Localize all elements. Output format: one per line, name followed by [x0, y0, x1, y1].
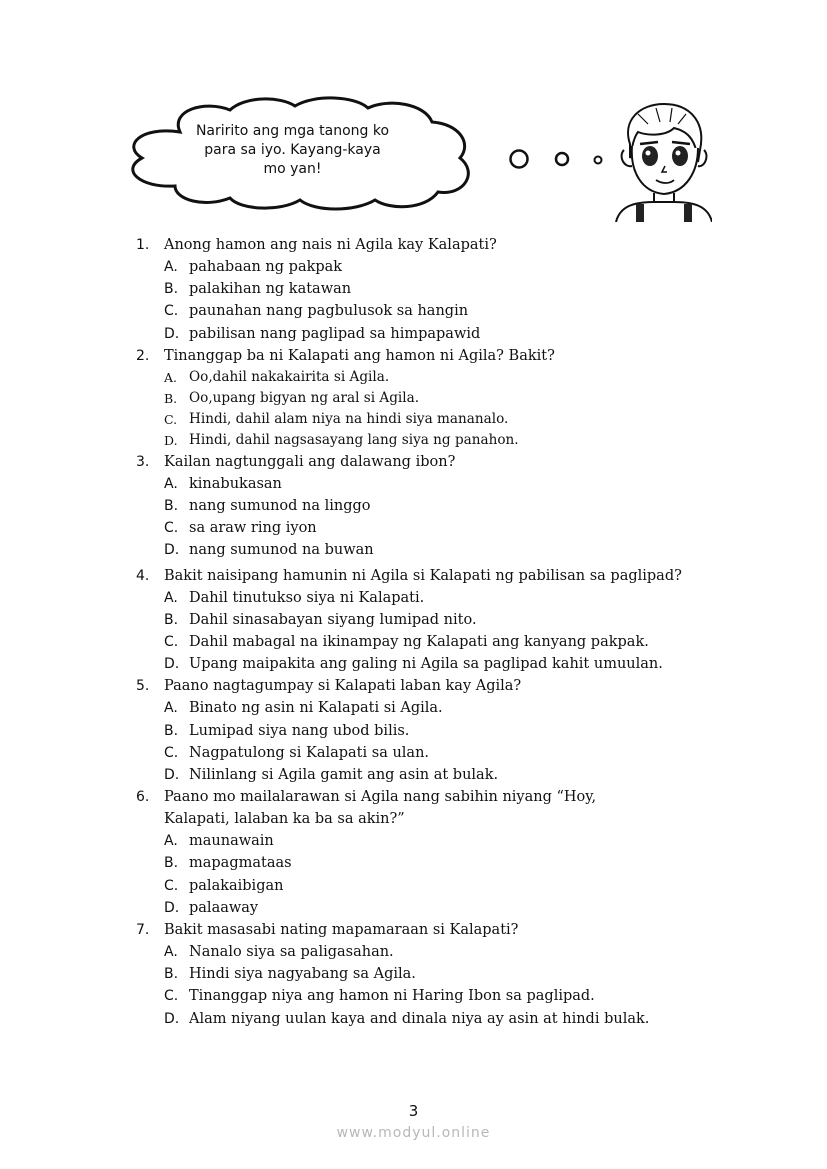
choice-a: A. Nanalo siya sa paligasahan.: [164, 944, 394, 961]
choice-b: B. mapagmataas: [164, 855, 292, 872]
question-text: Bakit masasabi nating mapamaraan si Kalapati?: [164, 922, 519, 939]
speech-line-2: para sa iyo. Kayang-kaya: [204, 142, 381, 158]
speech-line-1: Naririto ang mga tanong ko: [195, 123, 390, 139]
question-text: Tinanggap ba ni Kalapati ang hamon ni Agila? Bakit?: [164, 347, 555, 364]
speech-bubble-text: [180, 122, 405, 179]
choice-c: C. palakaibigan: [164, 877, 284, 894]
question-number: 7.: [136, 922, 150, 939]
choice-d: D. pabilisan nang paglipad sa himpapawid: [164, 325, 481, 342]
page-number: 3: [408, 1102, 419, 1120]
choice-c: C. Nagpatulong si Kalapati sa ulan.: [164, 744, 430, 761]
question-3: [136, 451, 736, 562]
choice-d: D. Alam niyang uulan kaya and dinala niya ay asin at hindi bulak.: [164, 1010, 650, 1027]
choice-c: C. Hindi, dahil alam niya na hindi siya mananalo.: [164, 410, 509, 427]
question-text: Bakit naisipang hamunin ni Agila si Kalapati ng pabilisan sa paglipad?: [164, 567, 682, 584]
choice-c: C. paunahan nang pagbulusok sa hangin: [164, 303, 469, 320]
question-text: Kailan nagtunggali ang dalawang ibon?: [164, 453, 456, 470]
boy-illustration: [612, 100, 712, 222]
question-4: [136, 565, 736, 676]
choice-a: A. Binato ng asin ni Kalapati si Agila.: [164, 700, 443, 717]
question-number: 1.: [136, 237, 150, 253]
choice-c: C. sa araw ring iyon: [164, 520, 317, 537]
question-text: Paano nagtagumpay si Kalapati laban kay Agila?: [164, 678, 522, 695]
choice-b: B. nang sumunod na linggo: [164, 498, 371, 515]
thought-bubbles: [500, 140, 620, 180]
choice-a: A. pahabaan ng pakpak: [164, 259, 343, 275]
choice-d: D. nang sumunod na buwan: [164, 542, 374, 559]
choice-b: B. Lumipad siya nang ubod bilis.: [164, 722, 410, 739]
choice-c: C. Dahil mabagal na ikinampay ng Kalapati ang kanyang pakpak.: [164, 634, 649, 651]
questions-list: [136, 234, 736, 1030]
question-1: [136, 234, 736, 345]
choice-b: B. Dahil sinasabayan siyang lumipad nito.: [164, 611, 477, 628]
question-7: [136, 919, 736, 1030]
question-text-continued: Kalapati, lalaban ka ba sa akin?”: [164, 811, 405, 828]
question-text: Paano mo mailalarawan si Agila nang sabihin niyang “Hoy,: [164, 789, 597, 806]
choice-b: B. Oo,upang bigyan ng aral si Agila.: [164, 389, 420, 406]
speech-line-3: mo yan!: [263, 161, 322, 177]
choice-a: A. kinabukasan: [164, 475, 282, 492]
question-6: [136, 786, 736, 919]
question-number: 3.: [136, 453, 150, 470]
question-number: 4.: [136, 567, 150, 584]
question-text: Anong hamon ang nais ni Agila kay Kalapati?: [164, 237, 497, 253]
question-5: [136, 675, 736, 786]
choice-a: A. Oo,dahil nakakairita si Agila.: [164, 368, 390, 385]
question-number: 5.: [136, 678, 150, 695]
choice-d: D. Upang maipakita ang galing ni Agila sa paglipad kahit umuulan.: [164, 656, 663, 673]
choice-a: A. maunawain: [164, 833, 274, 850]
choice-c: C. Tinanggap niya ang hamon ni Haring Ibon sa paglipad.: [164, 988, 595, 1005]
question-number: 6.: [136, 789, 150, 806]
choice-d: D. Hindi, dahil nagsasayang lang siya ng panahon.: [164, 431, 519, 448]
watermark: www.modyul.online: [336, 1125, 491, 1141]
choice-b: B. Hindi siya nagyabang sa Agila.: [164, 966, 416, 983]
question-2: [136, 345, 736, 451]
choice-d: D. Nilinlang si Agila gamit ang asin at bulak.: [164, 767, 499, 784]
choice-d: D. palaaway: [164, 899, 259, 916]
choice-a: A. Dahil tinutukso siya ni Kalapati.: [164, 589, 425, 606]
choice-b: B. palakihan ng katawan: [164, 281, 352, 298]
question-number: 2.: [136, 347, 150, 364]
